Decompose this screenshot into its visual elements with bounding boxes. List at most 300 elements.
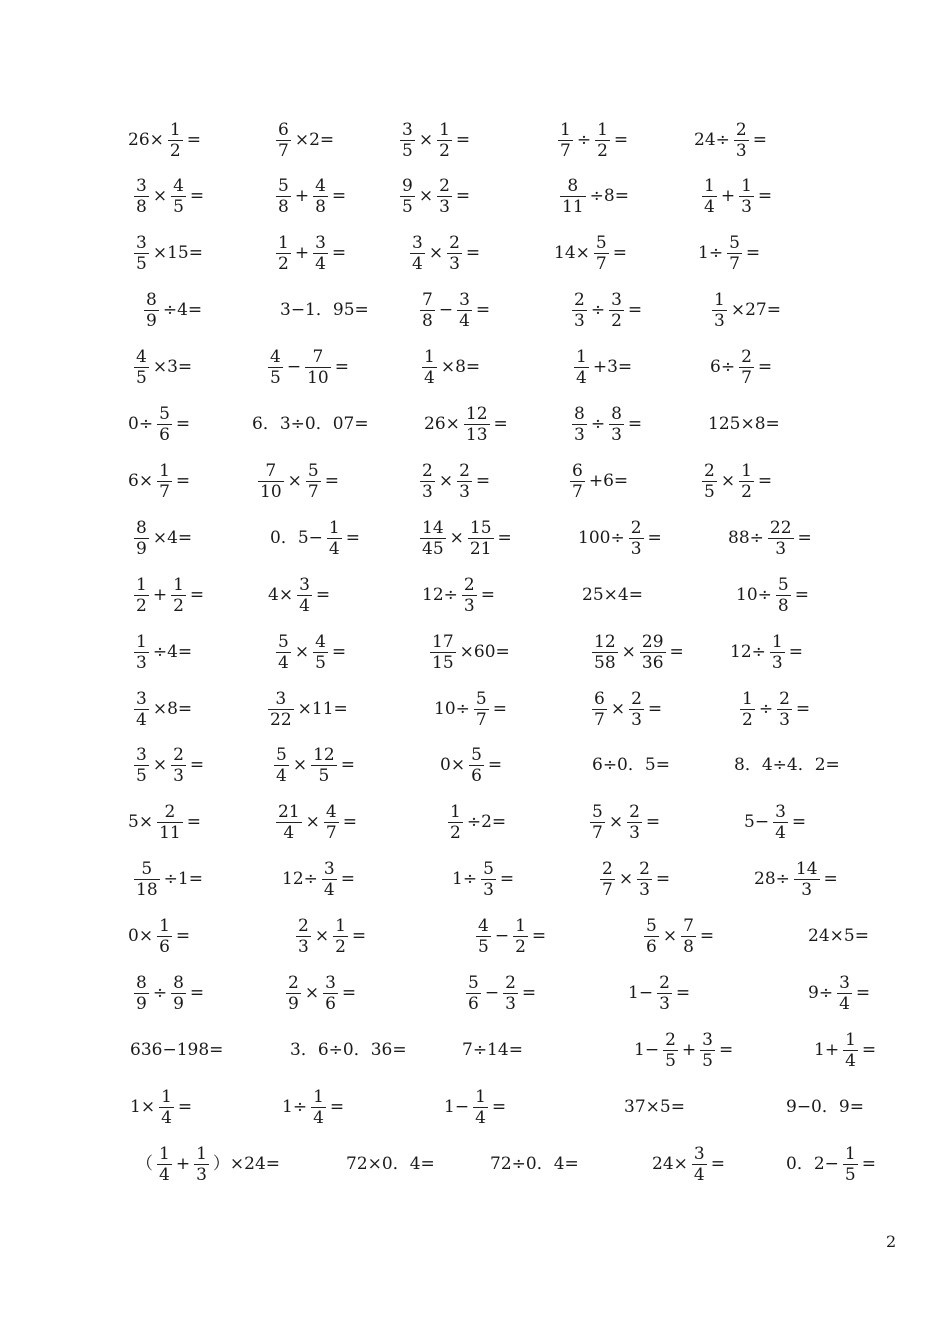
- fraction: [629, 519, 644, 558]
- numerator: 1: [335, 916, 346, 937]
- numerator: 4: [315, 631, 326, 652]
- problem-row: [0, 565, 950, 625]
- numerator: 22: [769, 517, 792, 538]
- expression-text: 72×0．4=: [346, 1153, 435, 1174]
- numerator: 17: [432, 631, 454, 652]
- denominator: 5: [844, 1164, 856, 1185]
- numerator: 12: [594, 631, 616, 652]
- denominator: 3: [735, 140, 747, 161]
- denominator: 4: [278, 652, 289, 673]
- numerator: 3: [136, 745, 147, 766]
- expression-text: 1−: [628, 983, 654, 1003]
- fraction: [400, 121, 415, 160]
- denominator: 4: [276, 766, 287, 787]
- math-problem: [130, 964, 204, 1024]
- numerator: 1: [424, 347, 435, 368]
- denominator: 15: [432, 652, 454, 673]
- numerator: 2: [173, 745, 184, 766]
- denominator: 7: [278, 140, 289, 161]
- expression-text: 1−: [444, 1096, 470, 1117]
- denominator: 5: [704, 481, 715, 502]
- expression-text: =: [627, 414, 643, 434]
- expression-text: 10÷: [434, 698, 470, 719]
- math-problem: [128, 451, 190, 511]
- fraction: [448, 803, 463, 842]
- denominator: 3: [422, 481, 433, 502]
- expression-text: 12÷: [422, 584, 458, 605]
- expression-text: ×: [418, 129, 434, 150]
- math-problem: [578, 508, 662, 568]
- expression-text: ×: [304, 983, 320, 1003]
- fraction: [168, 121, 183, 160]
- numerator: 1: [771, 631, 783, 652]
- math-problem: [422, 565, 495, 625]
- fraction: [572, 405, 587, 444]
- fraction: [794, 860, 820, 899]
- denominator: 8: [777, 595, 789, 616]
- expression-text: 28÷: [754, 869, 790, 890]
- denominator: 58: [594, 652, 616, 673]
- math-problem: [736, 679, 810, 739]
- expression-text: ×: [438, 470, 454, 491]
- numerator: 4: [478, 916, 489, 937]
- math-problem: [130, 1020, 223, 1080]
- expression-text: =: [475, 470, 491, 491]
- numerator: 3: [839, 973, 850, 993]
- denominator: 5: [402, 140, 413, 161]
- expression-text: 26×: [128, 129, 164, 150]
- math-problem: [426, 622, 510, 682]
- numerator: 8: [146, 290, 157, 311]
- expression-text: =: [491, 1096, 507, 1117]
- fraction: [466, 974, 481, 1013]
- numerator: 2: [505, 973, 516, 993]
- expression-text: ÷: [590, 414, 606, 434]
- numerator: 2: [449, 233, 460, 254]
- denominator: 7: [572, 481, 583, 502]
- denominator: 5: [173, 197, 184, 218]
- denominator: 3: [463, 595, 475, 616]
- numerator: 5: [276, 745, 287, 766]
- denominator: 11: [159, 823, 181, 844]
- numerator: 1: [161, 1086, 172, 1107]
- fraction: [313, 177, 328, 216]
- expression-text: =: [331, 186, 347, 207]
- fraction: [324, 803, 339, 842]
- expression-text: 12÷: [730, 641, 766, 662]
- expression-text: ×: [621, 641, 636, 662]
- denominator: 4: [424, 368, 435, 389]
- denominator: 3: [505, 994, 516, 1014]
- denominator: 22: [270, 709, 292, 730]
- numerator: 3: [402, 119, 413, 140]
- numerator: 3: [136, 233, 147, 254]
- expression-text: 24÷: [694, 129, 730, 150]
- expression-text: 0×: [128, 926, 154, 947]
- fraction: [457, 462, 472, 501]
- numerator: 1: [845, 1029, 856, 1050]
- fraction: [464, 405, 490, 444]
- denominator: 2: [741, 481, 752, 502]
- fraction: [171, 576, 186, 615]
- numerator: 21: [278, 802, 300, 823]
- math-problem: [568, 281, 642, 341]
- expression-text: +: [720, 186, 736, 207]
- numerator: 7: [265, 460, 277, 481]
- denominator: 5: [136, 766, 147, 787]
- expression-text: 6÷: [710, 357, 736, 378]
- math-problem: [440, 736, 502, 796]
- fraction: [306, 462, 321, 501]
- expression-text: =: [342, 812, 357, 833]
- numerator: 5: [307, 460, 319, 481]
- numerator: 4: [325, 802, 337, 823]
- numerator: 2: [665, 1029, 676, 1050]
- numerator: 3: [775, 802, 786, 823]
- fraction: [468, 519, 494, 558]
- fraction: [157, 462, 172, 501]
- denominator: 5: [702, 1050, 713, 1071]
- fraction: [305, 348, 331, 387]
- fraction: [590, 803, 605, 842]
- fraction: [268, 690, 294, 729]
- expression-text: ×15=: [152, 243, 203, 264]
- numerator: 1: [704, 176, 715, 197]
- math-problem: [786, 1134, 876, 1194]
- expression-text: =: [752, 129, 767, 150]
- expression-text: +: [152, 584, 168, 605]
- problem-row: [0, 224, 950, 284]
- numerator: 9: [402, 176, 413, 197]
- denominator: 3: [574, 425, 585, 445]
- numerator: 1: [741, 460, 752, 481]
- math-problem: [130, 338, 192, 398]
- fraction: [734, 121, 749, 160]
- expression-text: 1−: [634, 1039, 660, 1060]
- numerator: 5: [483, 859, 494, 880]
- fraction: [740, 690, 755, 729]
- math-problem: [130, 850, 203, 910]
- fraction: [159, 1088, 174, 1127]
- expression-text: =: [455, 186, 471, 207]
- expression-text: 37×5=: [624, 1096, 685, 1117]
- expression-text: =: [675, 983, 691, 1003]
- fraction: [276, 633, 291, 672]
- math-problem: [130, 565, 204, 625]
- expression-text: 636−198=: [130, 1039, 224, 1060]
- fraction: [297, 576, 312, 615]
- math-problem: [272, 793, 357, 853]
- math-problem: [268, 565, 330, 625]
- denominator: 9: [173, 994, 184, 1014]
- numerator: 2: [704, 460, 715, 481]
- expression-text: ÷: [576, 129, 592, 150]
- fraction: [157, 1145, 172, 1184]
- math-problem: [710, 338, 772, 398]
- expression-text: ÷: [758, 698, 774, 719]
- math-problem: [444, 793, 506, 853]
- fraction: [323, 974, 338, 1013]
- numerator: 1: [278, 233, 289, 254]
- expression-text: =: [177, 1096, 193, 1117]
- fraction: [770, 633, 785, 672]
- math-problem: [588, 622, 684, 682]
- fraction: [513, 917, 528, 956]
- math-problem: [640, 907, 714, 967]
- problem-row: [0, 964, 950, 1024]
- expression-text: ×: [152, 755, 168, 776]
- numerator: 2: [602, 859, 613, 880]
- page-number: 2: [886, 1232, 897, 1251]
- expression-text: =: [861, 1039, 877, 1060]
- fraction: [268, 348, 283, 387]
- fraction: [592, 690, 607, 729]
- fraction: [469, 746, 484, 785]
- denominator: 9: [136, 994, 147, 1014]
- expression-text: ×: [294, 641, 310, 662]
- numerator: 3: [323, 859, 335, 880]
- expression-text: =: [627, 300, 643, 321]
- numerator: 2: [629, 802, 640, 823]
- expression-text: ）×24=: [212, 1153, 281, 1174]
- math-problem: [698, 224, 760, 284]
- expression-text: =: [186, 812, 201, 833]
- denominator: 8: [136, 197, 147, 218]
- numerator: 1: [560, 119, 571, 140]
- expression-text: ×60=: [459, 641, 510, 662]
- fraction: [134, 746, 149, 785]
- denominator: 3: [771, 652, 783, 673]
- math-problem: [490, 1134, 579, 1194]
- numerator: 1: [597, 119, 608, 140]
- numerator: 5: [278, 631, 289, 652]
- fraction: [644, 917, 659, 956]
- expression-text: 1÷: [452, 869, 478, 890]
- denominator: 6: [325, 994, 336, 1014]
- denominator: 6: [159, 425, 170, 445]
- expression-text: 0．5−: [270, 527, 323, 548]
- fraction: [171, 974, 186, 1013]
- expression-text: 1÷: [698, 243, 724, 264]
- fraction: [609, 291, 624, 330]
- fraction: [843, 1145, 858, 1184]
- problem-row: [0, 907, 950, 967]
- expression-text: =: [331, 641, 347, 662]
- numerator: 7: [422, 290, 433, 311]
- denominator: 4: [283, 823, 295, 844]
- fraction: [594, 234, 609, 273]
- fraction: [134, 860, 160, 899]
- math-problem: [462, 964, 536, 1024]
- numerator: 14: [795, 859, 818, 880]
- numerator: 1: [136, 574, 147, 595]
- problem-row: [0, 508, 950, 568]
- numerator: 14: [422, 517, 444, 538]
- fraction: [437, 177, 452, 216]
- fraction: [313, 234, 328, 273]
- expression-text: =: [455, 129, 471, 150]
- fraction: [572, 291, 587, 330]
- math-problem: [136, 1134, 280, 1194]
- fraction: [773, 803, 788, 842]
- denominator: 3: [449, 254, 460, 275]
- fraction: [595, 121, 610, 160]
- numerator: 3: [136, 176, 147, 197]
- fraction: [311, 746, 337, 785]
- denominator: 3: [298, 937, 309, 958]
- fraction: [322, 860, 337, 899]
- math-problem: [568, 395, 642, 455]
- problem-row: [0, 793, 950, 853]
- expression-text: =: [647, 527, 662, 548]
- problem-row: [0, 1020, 950, 1080]
- fraction: [276, 177, 291, 216]
- denominator: 10: [307, 368, 329, 389]
- math-problem: [130, 508, 192, 568]
- expression-text: 14×: [554, 243, 590, 264]
- denominator: 3: [611, 425, 622, 445]
- expression-text: 5×: [128, 812, 154, 833]
- problem-row: [0, 110, 950, 170]
- expression-text: =: [175, 414, 191, 434]
- math-problem: [254, 451, 339, 511]
- denominator: 10: [260, 481, 282, 502]
- fraction: [777, 690, 792, 729]
- math-problem: [462, 1020, 523, 1080]
- expression-text: =: [315, 584, 331, 605]
- numerator: 5: [646, 916, 657, 937]
- expression-text: =: [493, 414, 508, 434]
- fraction: [171, 177, 186, 216]
- denominator: 3: [136, 652, 147, 673]
- fraction: [727, 234, 742, 273]
- expression-text: =: [795, 698, 811, 719]
- math-problem: [272, 167, 346, 227]
- expression-text: =: [823, 869, 838, 890]
- expression-text: 6．3÷0．07=: [252, 414, 369, 434]
- math-problem: [128, 110, 201, 170]
- numerator: 2: [463, 574, 475, 595]
- numerator: 1: [173, 574, 184, 595]
- math-problem: [128, 395, 190, 455]
- numerator: 2: [439, 176, 450, 197]
- denominator: 4: [839, 994, 850, 1014]
- denominator: 4: [323, 880, 335, 901]
- math-problem: [272, 110, 334, 170]
- math-problem: [292, 907, 366, 967]
- math-problem: [130, 224, 203, 284]
- math-problem: [582, 565, 643, 625]
- expression-text: ÷8=: [589, 186, 629, 207]
- numerator: 8: [136, 517, 147, 538]
- denominator: 3: [741, 197, 752, 218]
- problem-row: [0, 1134, 950, 1194]
- expression-text: =: [645, 812, 661, 833]
- denominator: 8: [422, 311, 433, 332]
- denominator: 3: [631, 709, 642, 730]
- denominator: 4: [299, 595, 310, 616]
- expression-text: 125×8=: [708, 414, 780, 434]
- math-problem: [554, 110, 628, 170]
- expression-text: 6×: [128, 470, 154, 491]
- math-problem: [270, 508, 360, 568]
- denominator: 4: [412, 254, 423, 275]
- expression-text: 5−: [744, 812, 770, 833]
- fraction: [574, 348, 589, 387]
- numerator: 8: [173, 973, 184, 993]
- fraction: [258, 462, 284, 501]
- math-problem: [416, 451, 490, 511]
- fraction: [410, 234, 425, 273]
- fraction: [157, 803, 183, 842]
- fraction: [609, 405, 624, 444]
- numerator: 1: [313, 1086, 324, 1107]
- expression-text: +3=: [592, 357, 633, 378]
- denominator: 2: [742, 709, 753, 730]
- denominator: 6: [159, 937, 170, 958]
- denominator: 3: [173, 766, 184, 787]
- fraction: [400, 177, 415, 216]
- math-problem: [130, 167, 204, 227]
- expression-text: =: [612, 243, 627, 264]
- expression-text: 88÷: [728, 527, 764, 548]
- expression-text: =: [718, 1039, 734, 1060]
- expression-text: ÷: [152, 983, 168, 1003]
- numerator: 29: [641, 631, 664, 652]
- math-problem: [728, 508, 812, 568]
- numerator: 1: [576, 347, 587, 368]
- expression-text: ×11=: [297, 698, 348, 719]
- denominator: 5: [318, 766, 330, 787]
- numerator: 2: [574, 290, 585, 311]
- math-problem: [130, 622, 192, 682]
- fraction: [157, 917, 172, 956]
- denominator: 7: [595, 254, 607, 275]
- expression-text: =: [329, 1096, 345, 1117]
- denominator: 5: [402, 197, 413, 218]
- numerator: 8: [574, 404, 585, 424]
- expression-text: ×: [418, 186, 434, 207]
- expression-text: ×8=: [152, 698, 193, 719]
- expression-text: =: [757, 470, 773, 491]
- numerator: 1: [136, 631, 147, 652]
- denominator: 4: [136, 709, 147, 730]
- denominator: 3: [439, 197, 450, 218]
- denominator: 4: [693, 1164, 705, 1185]
- numerator: 3: [693, 1143, 705, 1164]
- fraction: [274, 746, 289, 785]
- expression-text: ÷: [590, 300, 606, 321]
- expression-text: =: [175, 470, 191, 491]
- numerator: 6: [594, 688, 605, 709]
- math-problem: [652, 1134, 725, 1194]
- expression-text: =: [324, 470, 339, 491]
- numerator: 1: [159, 460, 170, 481]
- fraction: [663, 1031, 678, 1070]
- expression-text: =: [855, 983, 871, 1003]
- denominator: 2: [335, 937, 346, 958]
- numerator: 1: [159, 916, 170, 937]
- expression-text: ×: [314, 926, 330, 947]
- fraction: [276, 121, 291, 160]
- fraction: [843, 1031, 858, 1070]
- numerator: 5: [159, 404, 170, 424]
- denominator: 7: [594, 709, 605, 730]
- expression-text: ÷4=: [162, 300, 203, 321]
- fraction: [570, 462, 585, 501]
- numerator: 2: [164, 802, 176, 823]
- expression-text: 72÷0．4=: [490, 1153, 579, 1174]
